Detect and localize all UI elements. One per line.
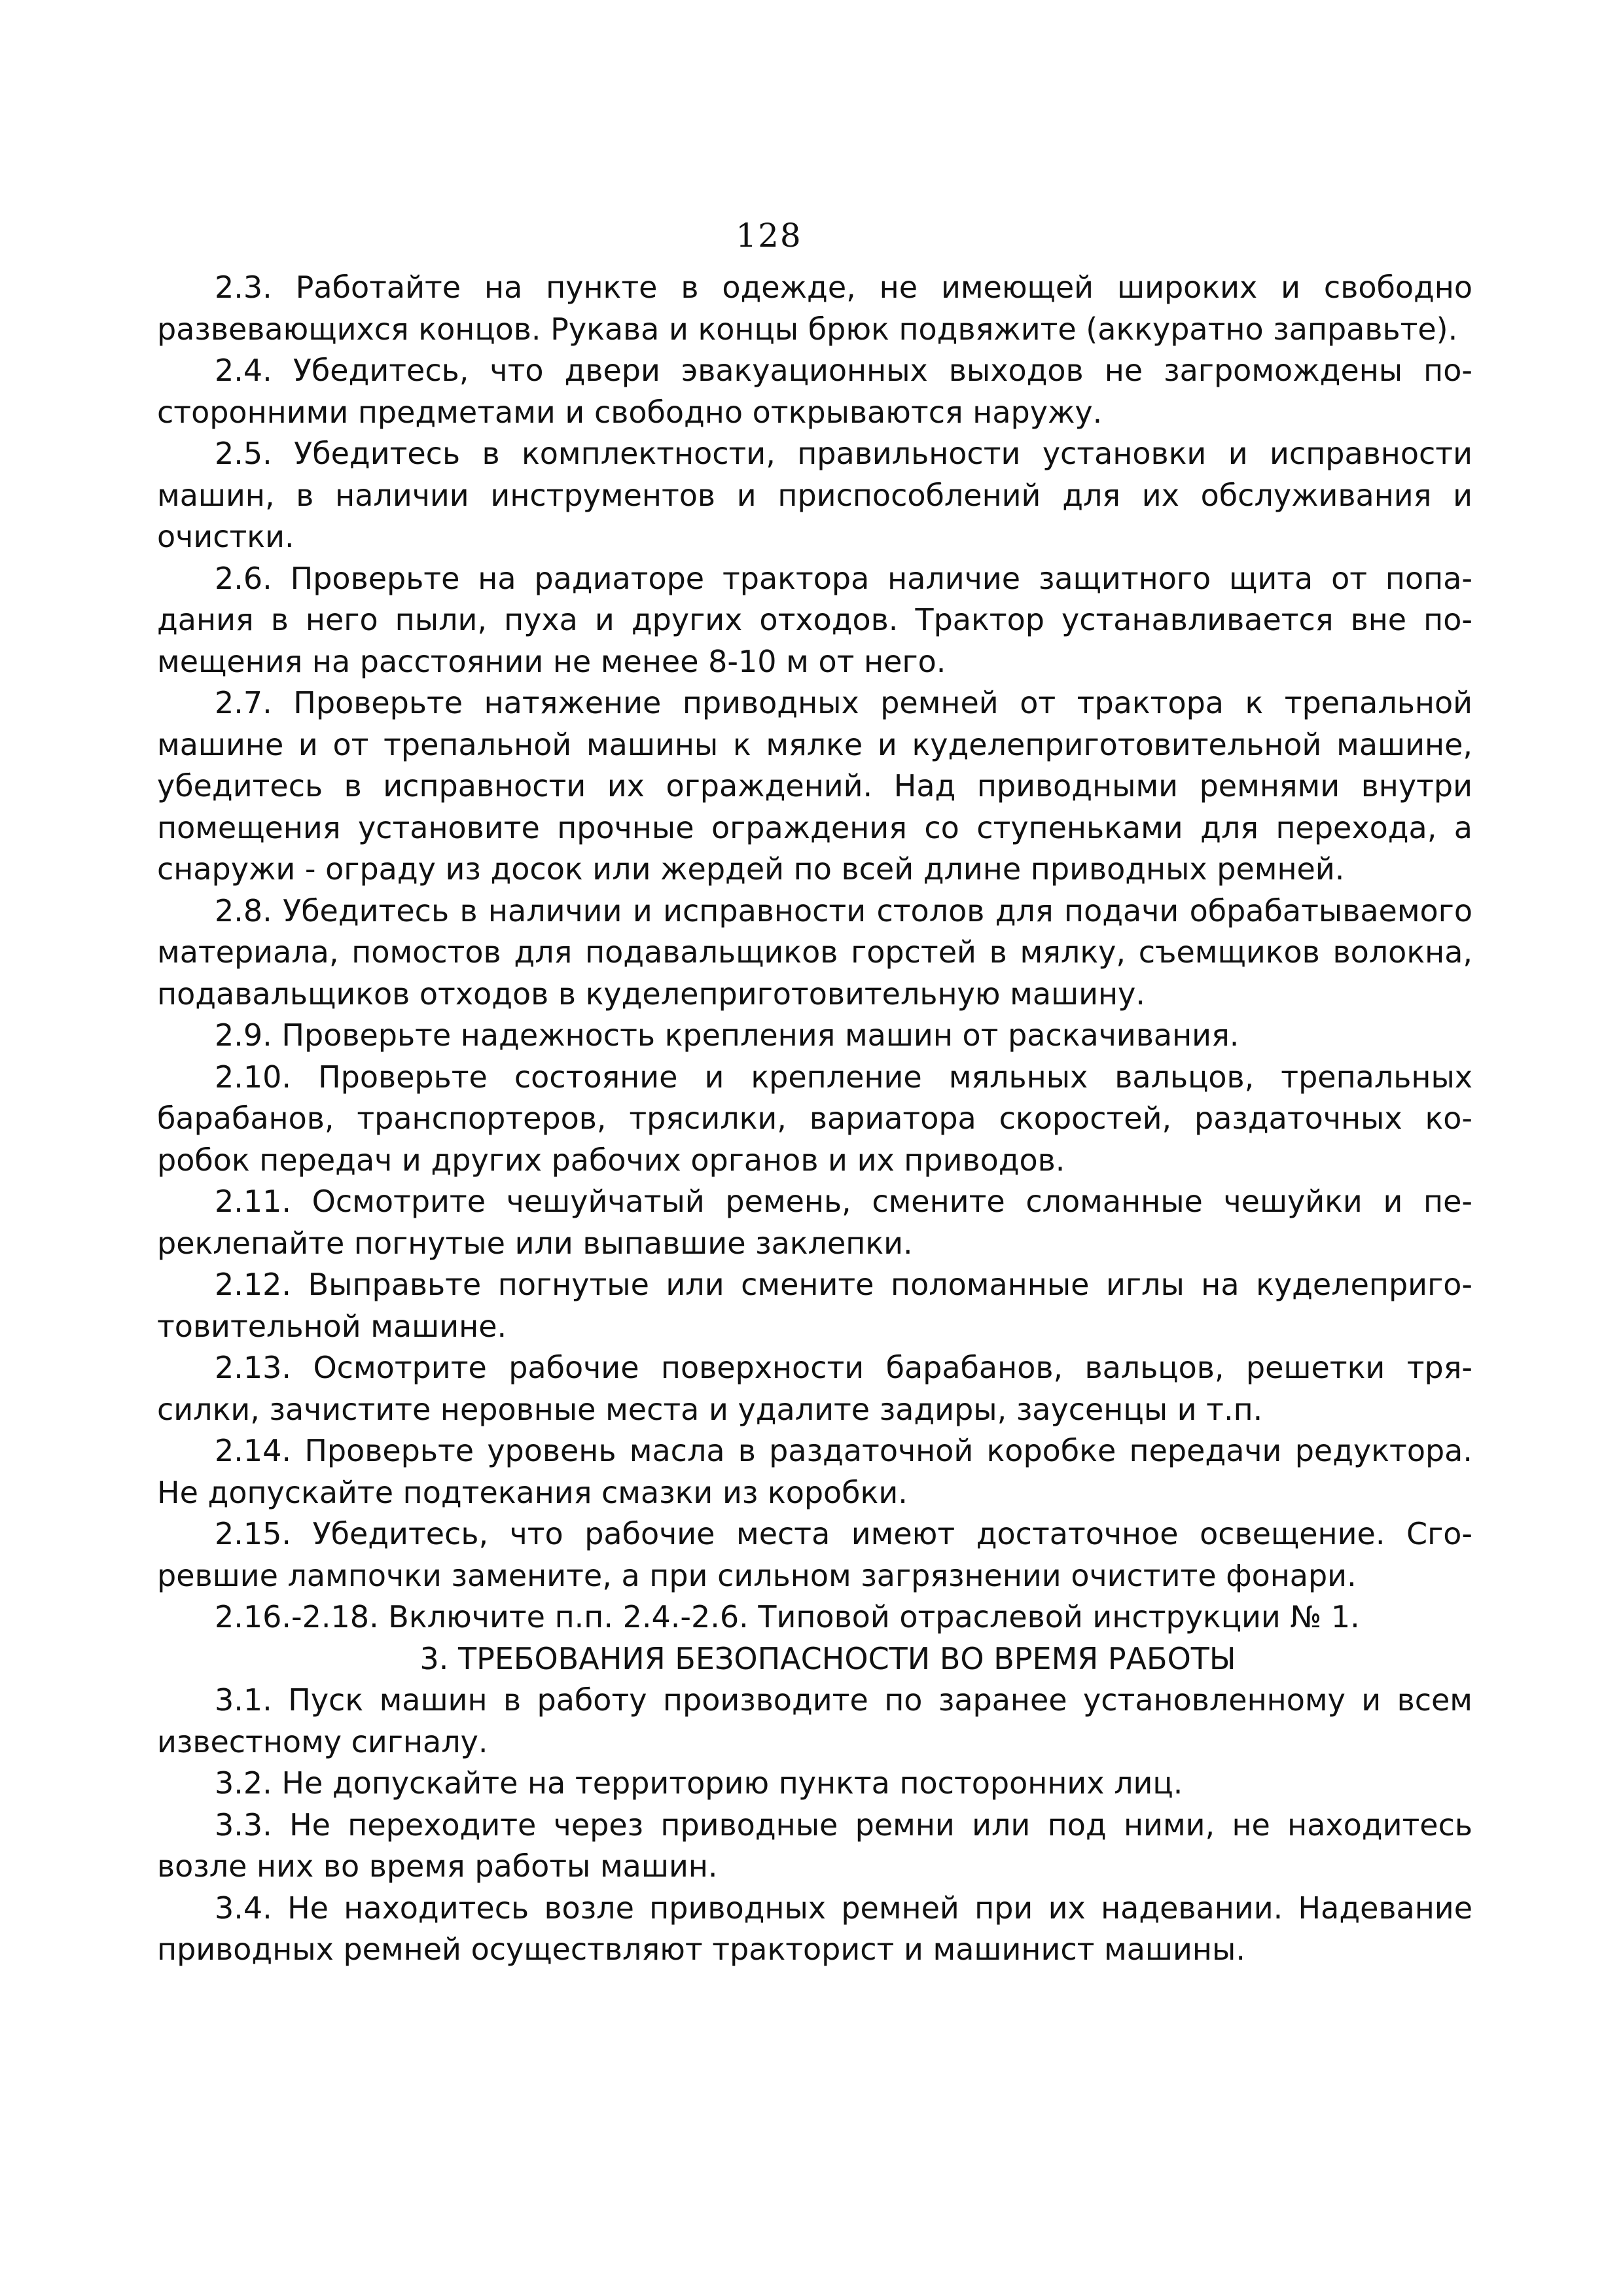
paragraph-3-1: 3.1. Пуск машин в работу производите по заранее установленному и всем известному сигналу.: [157, 1682, 1472, 1759]
paragraph-2-15: 2.15. Убедитесь, что рабочие места имеют достаточное освещение. Сгоревшие лампочки замените, а при сильном загрязнении очистите фонари.: [157, 1516, 1472, 1593]
paragraph-3-4: 3.4. Не находитесь возле приводных ремней при их надевании. Надевание приводных ремней осуществляют тракторист и машинист машины.: [157, 1890, 1472, 1967]
paragraph-2-8: 2.8. Убедитесь в наличии и исправности столов для подачи обрабатываемого материала, помостов для подавальщиков горстей в мялку, съемщиков волокна, подавальщиков отходов в куделеприготовительную машину.: [157, 892, 1472, 1012]
paragraph-2-4: 2.4. Убедитесь, что двери эвакуационных выходов не загромождены посторонними предметами и свободно открываются наружу.: [157, 353, 1472, 430]
paragraph-3-2: 3.2. Не допускайте на территорию пункта посторонних лиц.: [215, 1765, 1183, 1801]
page-number: 128: [736, 217, 802, 255]
paragraph-2-3: 2.3. Работайте на пункте в одежде, не имеющей широких и свободно развевающихся концов. Рукава и концы брюк подвяжите (аккуратно заправьте).: [157, 270, 1472, 347]
document-body: [157, 267, 1472, 1971]
section-heading: 3. ТРЕБОВАНИЯ БЕЗОПАСНОСТИ ВО ВРЕМЯ РАБОТЫ: [419, 1640, 1236, 1676]
paragraph-2-16-2-18: 2.16.-2.18. Включите п.п. 2.4.-2.6. Типовой отраслевой инструкции № 1.: [215, 1599, 1360, 1634]
paragraph-3-3: 3.3. Не переходите через приводные ремни или под ними, не находитесь возле них во время работы машин.: [157, 1807, 1472, 1884]
paragraph-2-9: 2.9. Проверьте надежность крепления машин от раскачивания.: [215, 1017, 1240, 1053]
paragraph-2-10: 2.10. Проверьте состояние и крепление мяльных вальцов, трепальных барабанов, транспортеров, трясилки, вариатора скоростей, раздаточных коробок передач и других рабочих органов и их приводов.: [157, 1059, 1472, 1178]
paragraph-2-11: 2.11. Осмотрите чешуйчатый ремень, смените сломанные чешуйки и переклепайте погнутые или выпавшие заклепки.: [157, 1184, 1472, 1261]
paragraph-2-12: 2.12. Выправьте погнутые или смените поломанные иглы на куделеприготовительной машине.: [157, 1267, 1472, 1344]
paragraph-2-14: 2.14. Проверьте уровень масла в раздаточной коробке передачи редуктора. Не допускайте подтекания смазки из коробки.: [157, 1433, 1472, 1510]
paragraph-2-5: 2.5. Убедитесь в комплектности, правильности установки и исправности машин, в наличии инструментов и приспособлений для их обслуживания и очистки.: [157, 436, 1472, 554]
paragraph-2-6: 2.6. Проверьте на радиаторе трактора наличие защитного щита от попадания в него пыли, пуха и других отходов. Трактор устанавливается вне помещения на расстоянии не менее 8-10 м от него.: [157, 560, 1472, 679]
paragraph-2-13: 2.13. Осмотрите рабочие поверхности барабанов, вальцов, решетки трясилки, зачистите неровные места и удалите задиры, заусенцы и т.п.: [157, 1350, 1472, 1427]
paragraph-2-7: 2.7. Проверьте натяжение приводных ремней от трактора к трепальной машине и от трепальной машины к мялке и куделеприготовительной машине, убедитесь в исправности их ограждений. Над приводными ремнями внутри помещения установите прочные ограждения со ступеньками для перехода, а снаружи - ограду из досок или жердей по всей длине приводных ремней.: [157, 685, 1472, 887]
